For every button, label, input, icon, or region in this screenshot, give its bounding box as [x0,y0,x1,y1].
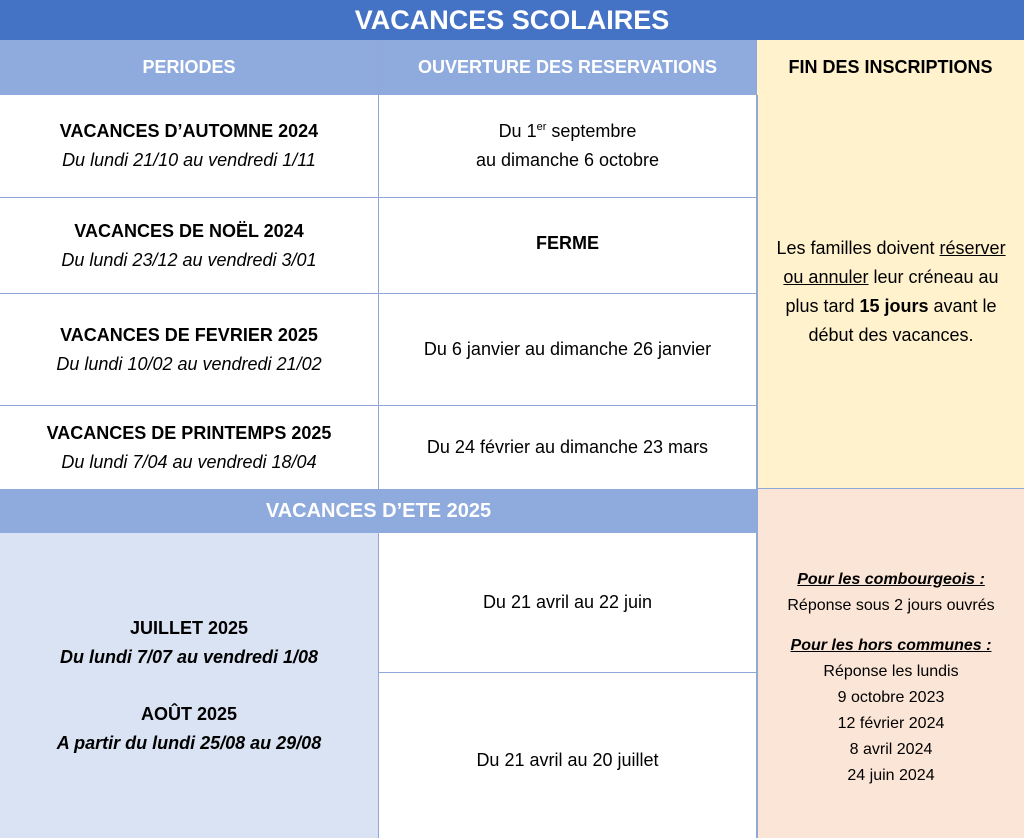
header-deadline: FIN DES INSCRIPTIONS [757,40,1024,95]
opening-text: Du 21 avril au 20 juillet [476,750,659,770]
summer-header: VACANCES D’ETE 2025 [0,489,757,533]
deadline-note [757,95,1024,489]
header-opening: OUVERTURE DES RESERVATIONS [379,40,757,95]
opening-text: Du 24 février au dimanche 23 mars [426,437,709,457]
july-name: JUILLET 2025 [129,617,249,638]
opening-text: Du 6 janvier au dimanche 26 janvier [423,339,712,359]
period-dates: Du lundi 21/10 au vendredi 1/11 [62,150,316,170]
hors-communes-title: Pour les hors communes : [790,636,992,654]
opening-line-1: Du 1er septembre [498,121,637,141]
opening-cell-july [379,533,757,673]
opening-text: Du 21 avril au 22 juin [482,592,653,612]
opening-line-2: au dimanche 6 octobre [475,150,660,170]
august-dates: A partir du lundi 25/08 au 29/08 [56,732,322,753]
period-cell-spring [0,406,379,489]
summer-periods-cell [0,533,379,838]
response-date: 12 février 2024 [837,714,945,732]
opening-cell-spring [379,406,757,489]
period-dates: Du lundi 23/12 au vendredi 3/01 [61,249,317,270]
opening-cell-february [379,294,757,406]
opening-closed: FERME [536,233,599,253]
period-name: VACANCES DE FEVRIER 2025 [60,324,318,345]
summer-deadline-note [757,489,1024,838]
opening-cell-christmas [379,198,757,294]
response-date: 24 juin 2024 [847,766,935,784]
period-cell-christmas [0,198,379,294]
period-cell-autumn [0,95,379,198]
opening-cell-autumn [379,95,757,198]
period-name: VACANCES DE NOËL 2024 [74,220,304,241]
header-periods: PERIODES [0,40,379,95]
period-cell-february [0,294,379,406]
combourg-text: Réponse sous 2 jours ouvrés [787,596,995,614]
table-title: VACANCES SCOLAIRES [0,0,1024,40]
period-name: VACANCES D’AUTOMNE 2024 [59,121,319,141]
hors-communes-text: Réponse les lundis [823,662,959,680]
july-dates: Du lundi 7/07 au vendredi 1/08 [59,646,319,667]
period-dates: Du lundi 10/02 au vendredi 21/02 [56,353,322,374]
response-date: 8 avril 2024 [849,740,933,758]
response-date: 9 octobre 2023 [837,688,945,706]
combourg-title: Pour les combourgeois : [797,570,985,588]
period-dates: Du lundi 7/04 au vendredi 18/04 [61,451,317,472]
period-name: VACANCES DE PRINTEMPS 2025 [46,422,332,443]
deadline-text: Les familles doivent réserver ou annuler leur créneau au plus tard 15 jours avant le début des vacances. [776,237,1006,345]
august-name: AOÛT 2025 [140,703,238,724]
opening-cell-august [379,673,757,838]
